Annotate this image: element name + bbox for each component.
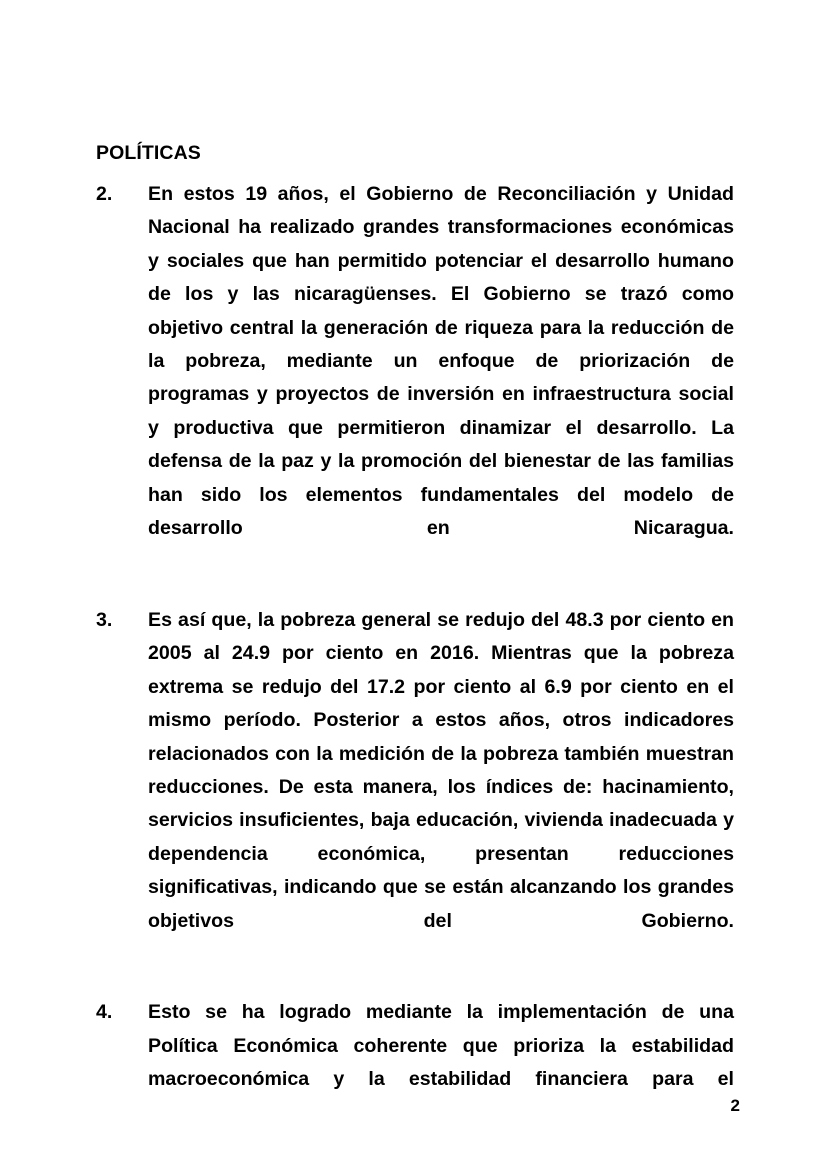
- paragraph-text: Esto se ha logrado mediante la implementación de una Política Económica coherente que prioriza la estabilidad macroeconómica y la estabilidad financiera para el: [148, 1001, 734, 1091]
- page-title: POLÍTICAS: [96, 142, 201, 164]
- numbered-paragraph: [96, 178, 734, 579]
- page-number: 2: [730, 1096, 740, 1115]
- paragraph-number: 2.: [96, 183, 113, 205]
- page-content: [96, 140, 734, 1130]
- paragraph-text: En estos 19 años, el Gobierno de Reconciliación y Unidad Nacional ha realizado grandes transformaciones económicas y sociales que han permitido potenciar el desarrollo humano de los y las nicaragüenses. El Gobierno se trazó como objetivo central la generación de riqueza para la reducción de la pobreza, mediante un enfoque de priorización de programas y proyectos de inversión en infraestructura social y productiva que permitieron dinamizar el desarrollo. La defensa de la paz y la promoción del bienestar de las familias han sido los elementos fundamentales del modelo de desarrollo en Nicaragua.: [148, 183, 734, 540]
- numbered-paragraph: [96, 996, 734, 1130]
- numbered-paragraph: [96, 604, 734, 971]
- paragraph-number: 3.: [96, 608, 113, 631]
- paragraph-number: 4.: [96, 1001, 113, 1024]
- paragraph-text: Es así que, la pobreza general se redujo del 48.3 por ciento en 2005 al 24.9 por ciento en 2016. Mientras que la pobreza extrema se redujo del 17.2 por ciento al 6.9 por ciento en el mismo período. Posterior a estos años, otros indicadores relacionados con la medición de la pobreza también muestran reducciones. De esta manera, los índices de: hacinamiento, servicios insuficientes, baja educación, vivienda inadecuada y dependencia económica, presentan reducciones significativas, indicando que se están alcanzando los grandes objetivos del Gobierno.: [148, 608, 734, 932]
